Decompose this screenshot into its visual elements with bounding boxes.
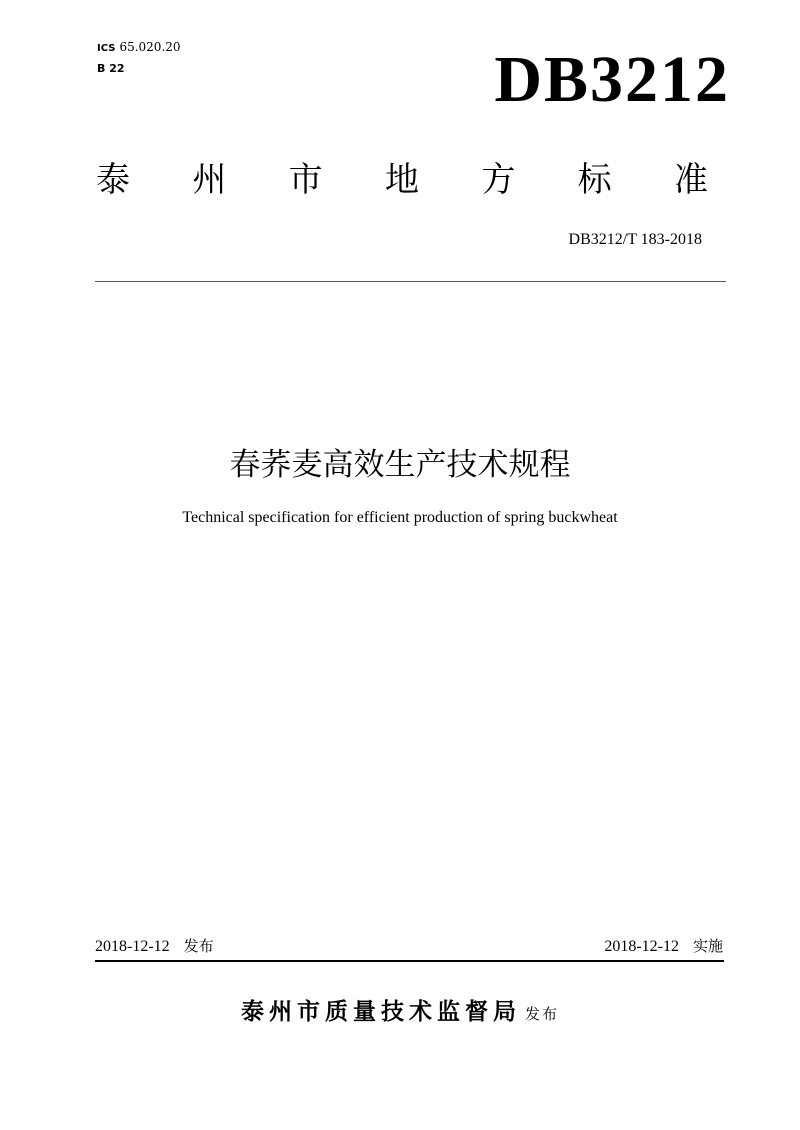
- footer-divider: [95, 960, 724, 962]
- document-title-chinese: 春荞麦高效生产技术规程: [229, 447, 571, 483]
- standard-type-char: 州: [192, 160, 227, 200]
- implement-date: 2018-12-12: [604, 938, 679, 955]
- issue-date: 2018-12-12: [95, 938, 170, 955]
- document-title-english: Technical specification for efficient production of spring buckwheat: [182, 509, 618, 526]
- publisher-suffix: 发布: [524, 1005, 559, 1023]
- standard-type-char: 泰: [96, 160, 130, 200]
- ics-code: [97, 39, 181, 57]
- ics-label: ICS: [97, 43, 116, 54]
- standard-type-title: [96, 155, 708, 205]
- standard-type-char: 方: [481, 160, 516, 200]
- publisher-name: 泰州市质量技术监督局: [240, 999, 521, 1025]
- implement-label: 实施: [692, 937, 723, 955]
- standard-type-char: 准: [673, 160, 708, 200]
- standard-number: DB3212/T 183-2018: [568, 231, 702, 248]
- standard-type-char: 市: [288, 160, 323, 200]
- issue-label: 发布: [183, 937, 214, 955]
- date-row: [95, 935, 723, 956]
- standard-type-char: 地: [384, 160, 419, 200]
- issue-date-block: [95, 935, 214, 956]
- standard-code: DB3212: [494, 43, 730, 116]
- header-divider: [95, 281, 726, 282]
- classification-code: B 22: [97, 62, 125, 75]
- standard-type-char: 标: [577, 160, 612, 200]
- ics-number: 65.020.20: [119, 40, 181, 54]
- publisher-line: [0, 993, 800, 1026]
- implement-date-block: [604, 935, 723, 956]
